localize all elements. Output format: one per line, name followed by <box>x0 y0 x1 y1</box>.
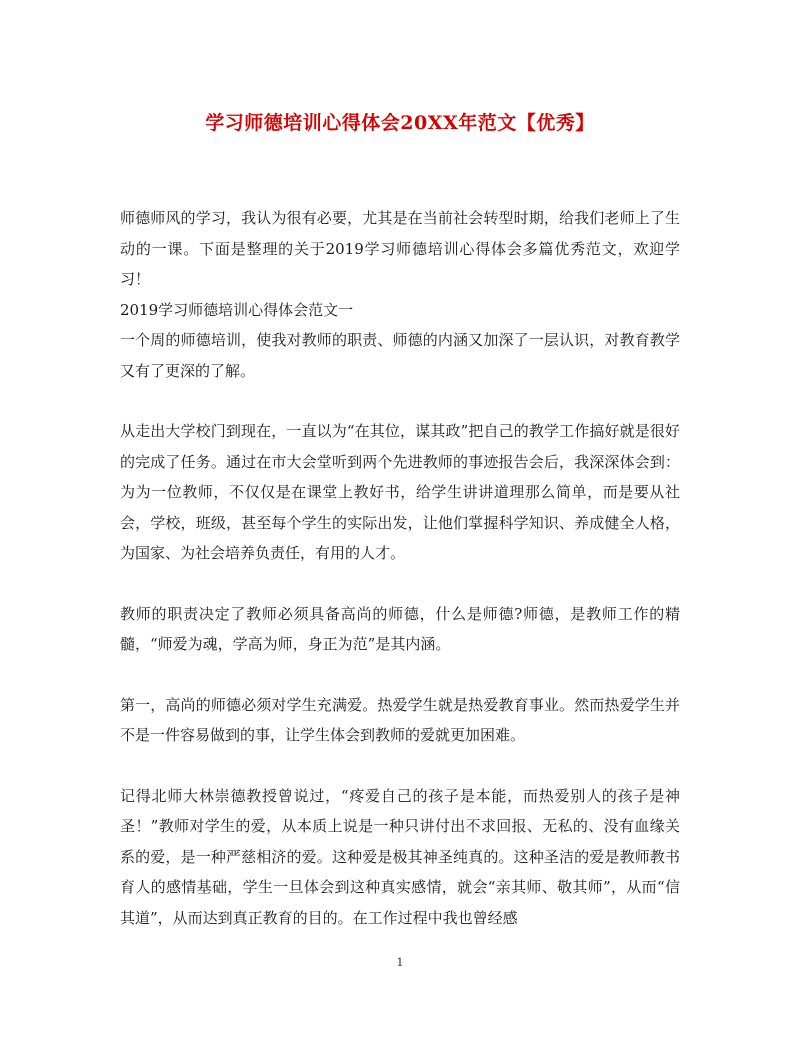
paragraph-intro: 师德师风的学习，我认为很有必要，尤其是在当前社会转型时期，给我们老师上了生动的一课。下面是整理的关于2019学习师德培训心得体会多篇优秀范文，欢迎学习！ <box>120 209 680 288</box>
document-title: 学习师德培训心得体会20XX年范文【优秀】 <box>205 112 595 134</box>
page-number: 1 <box>396 956 404 969</box>
paragraph-1: 一个周的师德培训，使我对教师的职责、师德的内涵又加深了一层认识，对教育教学又有了更深的了解。 <box>120 331 680 380</box>
paragraph-2: 从走出大学校门到现在，一直以为“在其位，谋其政”把自己的教学工作搞好就是很好的完成了任务。通过在市大会堂听到两个先进教师的事迹报告会后，我深深体会到：为为一位教师，不仅仅是在课堂上教好书，给学生讲讲道理那么简单，而是要从社会，学校，班级，甚至每个学生的实际出发，让他们掌握科学知识、养成健全人格，为国家、为社会培养负责任，有用的人才。 <box>120 422 680 562</box>
paragraph-4: 第一，高尚的师德必须对学生充满爱。热爱学生就是热爱教育事业。然而热爱学生并不是一件容易做到的事，让学生体会到教师的爱就更加困难。 <box>120 695 680 744</box>
paragraph-3: 教师的职责决定了教师必须具备高尚的师德，什么是师德?师德，是教师工作的精髓，“师爱为魂，学高为师，身正为范”是其内涵。 <box>120 604 680 653</box>
section-heading: 2019学习师德培训心得体会范文一 <box>120 300 354 319</box>
document-body <box>120 203 680 933</box>
paragraph-5: 记得北师大林崇德教授曾说过，“疼爱自己的孩子是本能，而热爱别人的孩子是神圣！”教师对学生的爱，从本质上说是一种只讲付出不求回报、无私的、没有血缘关系的爱，是一种严慈相济的爱。这种爱是极其神圣纯真的。这种圣洁的爱是教师教书育人的感情基础，学生一旦体会到这种真实感情，就会“亲其师、敬其师”，从而“信其道”，从而达到真正教育的目的。在工作过程中我也曾经感 <box>120 786 680 927</box>
